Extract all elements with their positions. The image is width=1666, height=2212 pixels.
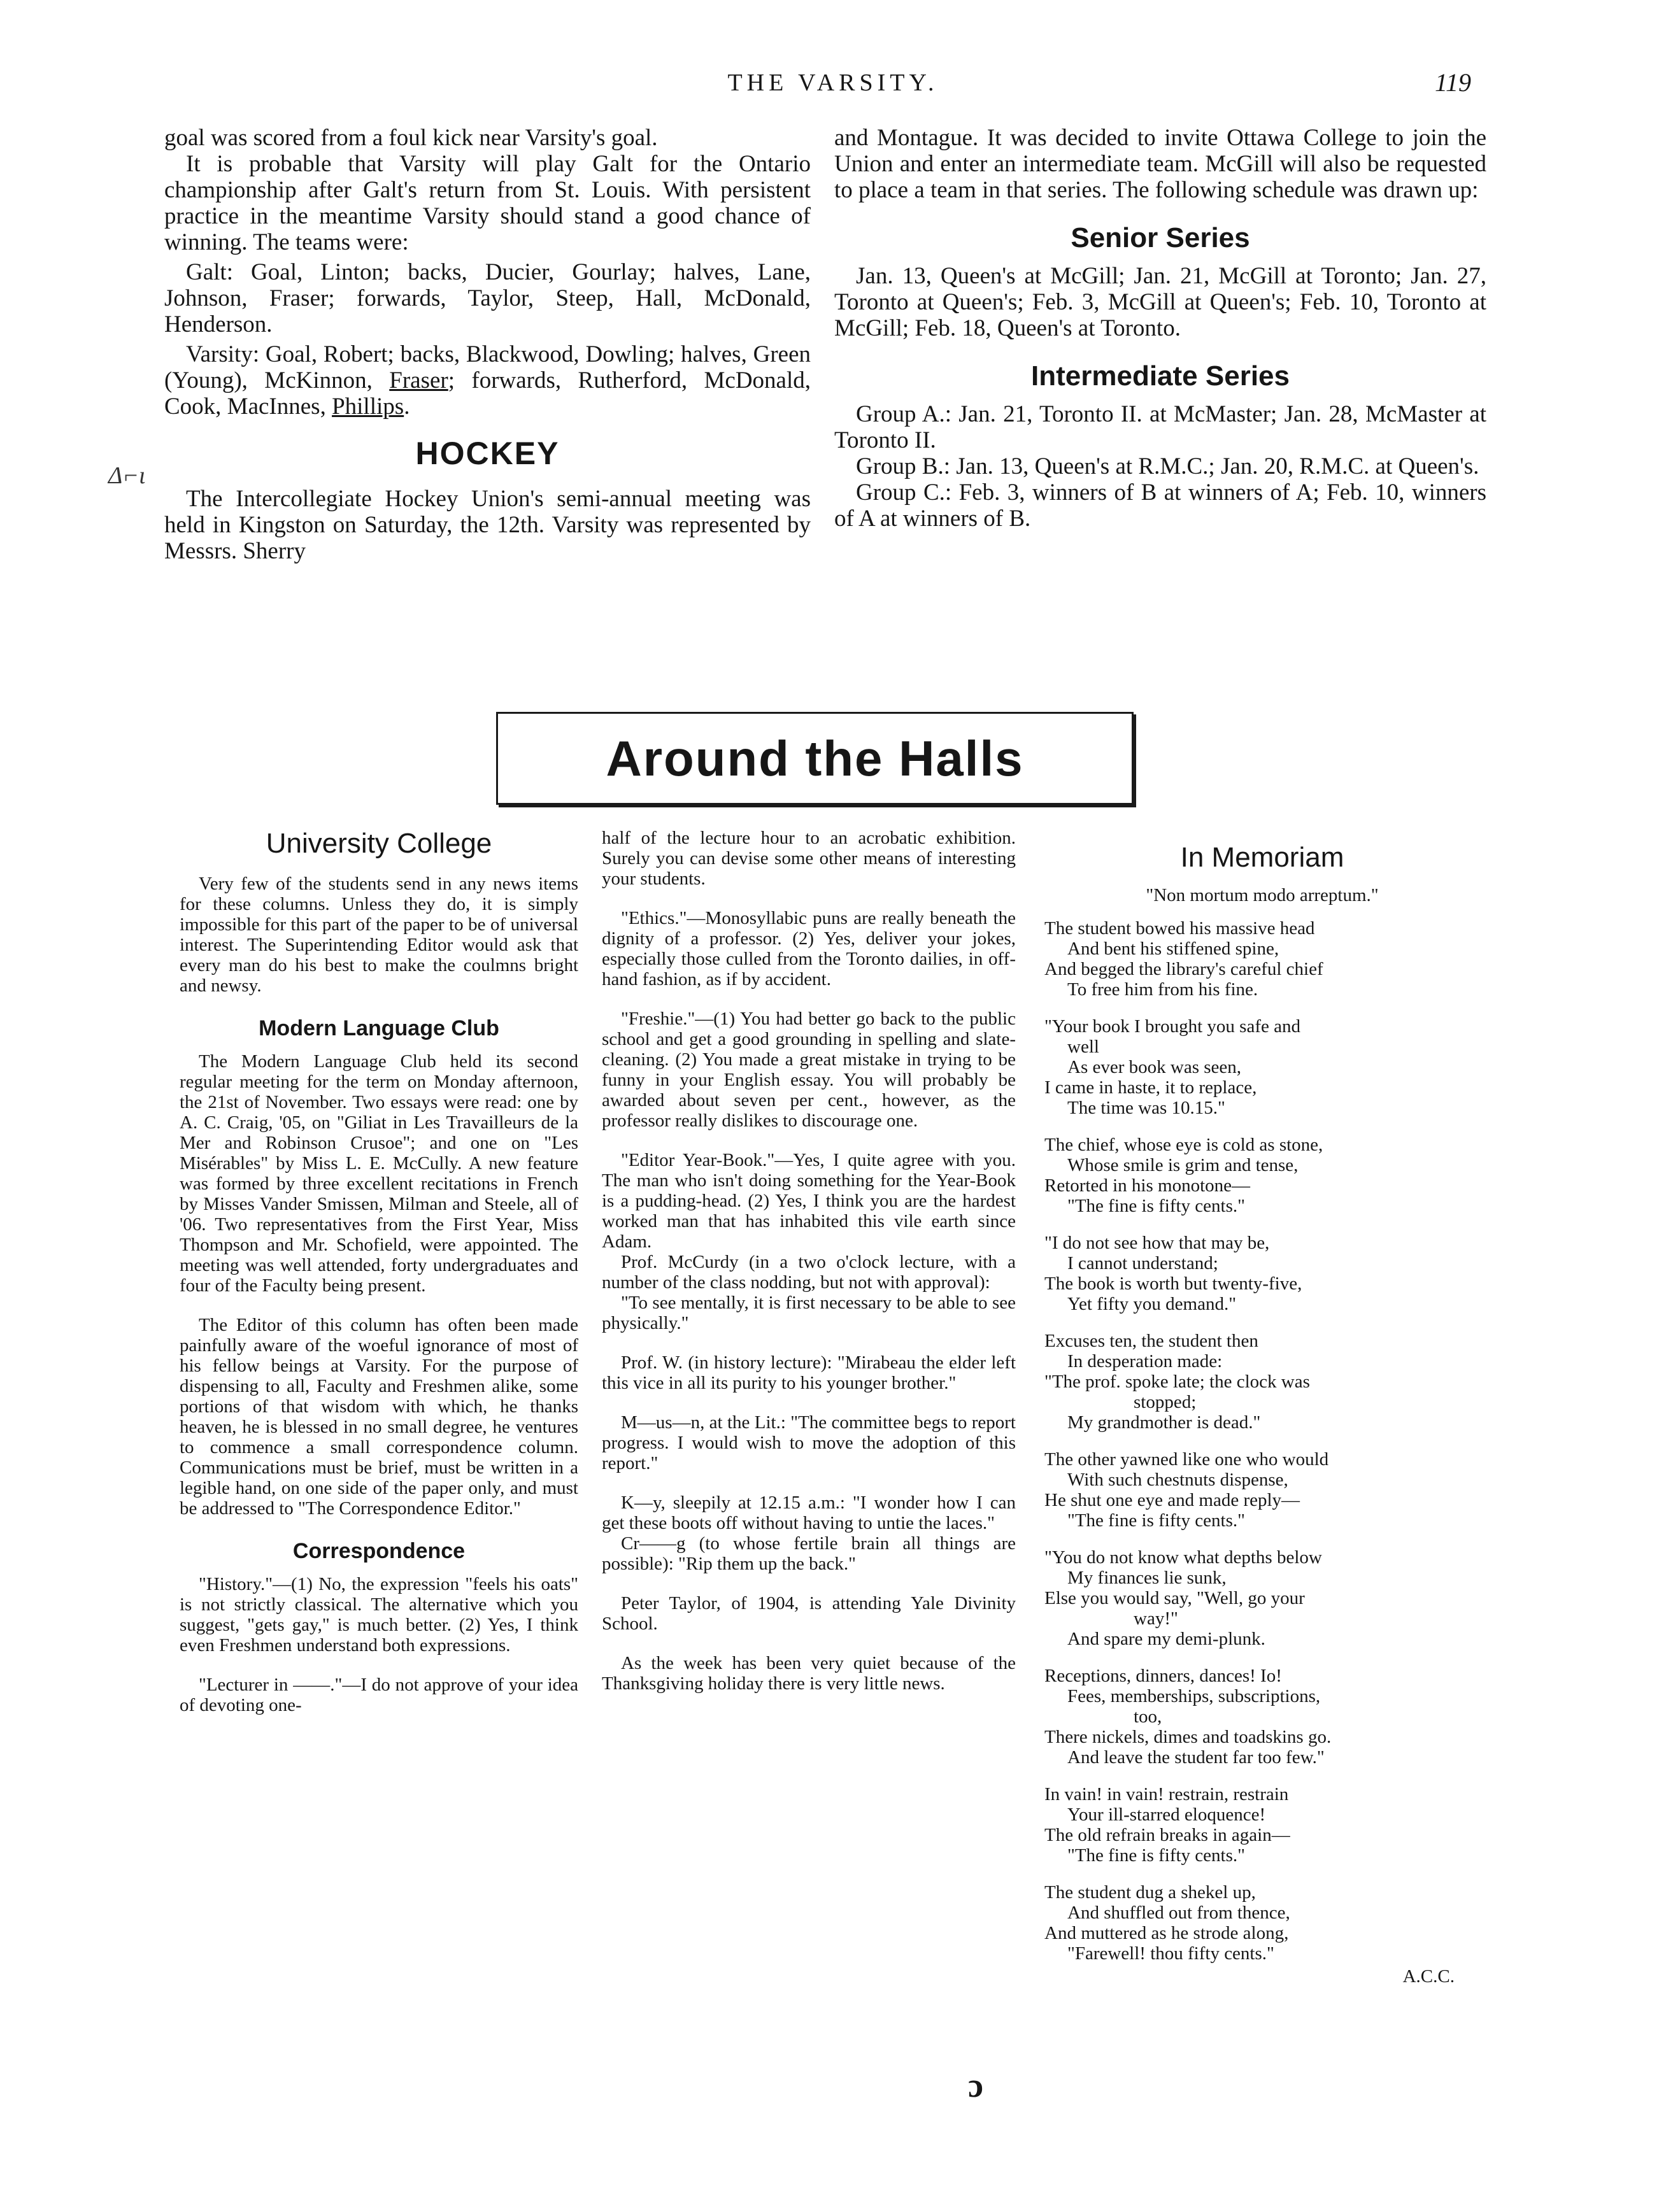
poem-line: Retorted in his monotone— — [1044, 1175, 1250, 1196]
poem-line: too, — [1134, 1706, 1162, 1727]
galt-lineup: Galt: Goal, Linton; backs, Ducier, Gourlay; halves, Lane, Johnson, Fraser; forwards, Taylor, Steep, Hall, McDonald, Henderson. — [164, 259, 811, 337]
poem-line: And bent his stiffened spine, — [1067, 939, 1279, 959]
page-header — [0, 64, 1666, 115]
poem-line: And begged the library's careful chief — [1044, 959, 1323, 979]
correspondence-entry: "Lecturer in ——."—I do not approve of your idea of devoting one- — [180, 1675, 578, 1715]
hockey-paragraph: The Intercollegiate Hockey Union's semi-annual meeting was held in Kingston on Saturday, the 12th. Varsity was represented by Messrs. Sherry — [164, 486, 811, 564]
poem-line: stopped; — [1134, 1392, 1197, 1412]
poem-line: The old refrain breaks in again— — [1044, 1825, 1290, 1845]
poem-line: "I do not see how that may be, — [1044, 1233, 1270, 1253]
poem-line: And leave the student far too few." — [1067, 1747, 1325, 1768]
correspondence-heading: Correspondence — [292, 1539, 466, 1563]
university-college-column — [180, 828, 578, 1715]
poem-line: Your ill-starred eloquence! — [1067, 1804, 1266, 1825]
poem-stanza — [1044, 1784, 1480, 1866]
quote-entry: K—y, sleepily at 12.15 a.m.: "I wonder how I can get these boots off without having to untie the laces." — [602, 1492, 1016, 1533]
poem-line: The other yawned like one who would — [1044, 1449, 1329, 1470]
quote-entry: Prof. McCurdy (in a two o'clock lecture, with a number of the class nodding, but not with approval): — [602, 1252, 1016, 1293]
poem-stanza — [1044, 1233, 1480, 1314]
poem-line: The time was 10.15." — [1067, 1098, 1225, 1118]
hockey-paragraph: and Montague. It was decided to invite Ottawa College to join the Union and enter an intermediate team. McGill will also be requested to place a team in that series. The following schedule was drawn up: — [834, 125, 1486, 203]
correspondence-entry: "Freshie."—(1) You had better go back to the public school and get a good grounding in spelling and slate-cleaning. (2) You made a great mistake in trying to be funny in your English essay. You will probably be awarded about seven per cent., however, as the professor really dislikes to discourage one. — [602, 1009, 1016, 1131]
poem-line: And spare my demi-plunk. — [1067, 1629, 1265, 1649]
poem-line: There nickels, dimes and toadskins go. — [1044, 1727, 1332, 1747]
correspondence-entry: half of the lecture hour to an acrobatic exhibition. Surely you can devise some other means of interesting your students. — [602, 828, 1016, 889]
poem-line: "The fine is fifty cents." — [1067, 1510, 1245, 1531]
correspondence-entry: "Editor Year-Book."—Yes, I quite agree with you. The man who isn't doing something for the Year-Book is a pudding-head. (2) Yes, I think you are the hardest worked man that has inhabited this vile earth since Adam. — [602, 1150, 1016, 1252]
poem-line: To free him from his fine. — [1067, 979, 1258, 1000]
group-a-schedule: Group A.: Jan. 21, Toronto II. at McMaster; Jan. 28, McMaster at Toronto II. — [834, 401, 1486, 453]
quote-entry: Prof. W. (in history lecture): "Mirabeau the elder left this vice in all its purity to his younger brother." — [602, 1352, 1016, 1393]
poem-line: He shut one eye and made reply— — [1044, 1490, 1300, 1510]
news-item: As the week has been very quiet because of the Thanksgiving holiday there is very little news. — [602, 1653, 1016, 1694]
poem-line: I cannot understand; — [1067, 1253, 1218, 1273]
poem-line: well — [1067, 1037, 1099, 1057]
varsity-lineup-part: ; forwards, Rutherford, McDonald, Cook, MacInnes, — [164, 367, 811, 420]
poem-stanza — [1044, 1016, 1480, 1118]
quote-entry: M—us—n, at the Lit.: "The committee begs to report progress. I would wish to move the adoption of this report." — [602, 1412, 1016, 1473]
poem-line: With such chestnuts dispense, — [1067, 1470, 1288, 1490]
poem-stanza — [1044, 1666, 1480, 1768]
poem-line: And shuffled out from thence, — [1067, 1903, 1290, 1923]
poem-line: way!" — [1134, 1608, 1178, 1629]
varsity-lineup-part: Varsity: Goal, Robert; backs, Blackwood, Dowling; halves, Green (Young), McKinnon, — [164, 341, 811, 393]
poem-line: In vain! in vain! restrain, restrain — [1044, 1784, 1289, 1804]
varsity-lineup-part: . — [404, 393, 410, 420]
varsity-lineup-underlined: Phillips — [332, 393, 404, 420]
printer-mark: ɔ — [968, 2066, 983, 2104]
hockey-heading: HOCKEY — [415, 436, 560, 471]
poem-line: The chief, whose eye is cold as stone, — [1044, 1135, 1323, 1155]
poem-line: And muttered as he strode along, — [1044, 1923, 1289, 1943]
poem-line: I came in haste, it to replace, — [1044, 1077, 1257, 1098]
quote-entry: "To see mentally, it is first necessary to be able to see physically." — [602, 1293, 1016, 1333]
senior-schedule: Jan. 13, Queen's at McGill; Jan. 21, McGill at Toronto; Jan. 27, Toronto at Queen's; Feb. 3, McGill at Queen's; Feb. 10, Toronto at McGill; Feb. 18, Queen's at Toronto. — [834, 263, 1486, 341]
poem-line: "The prof. spoke late; the clock was — [1044, 1372, 1310, 1392]
poem-line: "You do not know what depths below — [1044, 1547, 1322, 1568]
poem-line: As ever book was seen, — [1067, 1057, 1242, 1077]
poem-stanza — [1044, 1449, 1480, 1531]
margin-annotation: Δ⌐ι — [108, 462, 146, 489]
poem-line: Receptions, dinners, dances! Io! — [1044, 1666, 1282, 1686]
group-c-schedule: Group C.: Feb. 3, winners of B at winners of A; Feb. 10, winners of A at winners of B. — [834, 479, 1486, 532]
intermediate-series-heading: Intermediate Series — [1031, 360, 1290, 392]
poem-line: Whose smile is grim and tense, — [1067, 1155, 1299, 1175]
poem-stanza — [1044, 1331, 1480, 1433]
football-paragraph: goal was scored from a foul kick near Varsity's goal. — [164, 125, 658, 151]
poem-line: "The fine is fifty cents." — [1067, 1196, 1245, 1216]
poem-line: Yet fifty you demand." — [1067, 1294, 1237, 1314]
running-title: THE VARSITY. — [727, 69, 939, 96]
correspondence-entry: "Ethics."—Monosyllabic puns are really beneath the dignity of a professor. (2) Yes, deliver your jokes, especially those culled from the Toronto dailies, in off-hand fashion, as if by accident. — [602, 908, 1016, 989]
poem-stanza — [1044, 1547, 1480, 1649]
poem-stanza — [1044, 1882, 1480, 1964]
poem-line: The book is worth but twenty-five, — [1044, 1273, 1302, 1294]
uc-paragraph: Very few of the students send in any news items for these columns. Unless they do, it is simply impossible for this part of the paper to be of universal interest. The Superintending Editor would ask that every man do his best to make the coulmns bright and newsy. — [180, 874, 578, 996]
poem-stanza — [1044, 1135, 1480, 1216]
mlc-paragraph: The Modern Language Club held its second regular meeting for the term on Monday afternoon, the 21st of November. Two essays were read: one by A. C. Craig, '05, on "Giliat in Les Travailleurs de la Mer and Robinson Crusoe"; and one on "Les Misérables" by Miss L. E. McCully. A new feature was formed by three excellent recitations in French by Misses Vander Smissen, Milman and Steele, all of '06. Two representatives from the First Year, Miss Thompson and Mr. Schofield, were appointed. The meeting was well attended, forty undergraduates and four of the Faculty being present. — [180, 1051, 578, 1296]
in-memoriam-heading: In Memoriam — [1180, 842, 1344, 873]
senior-series-heading: Senior Series — [1071, 222, 1250, 253]
editor-paragraph: The Editor of this column has often been made painfully aware of the woeful ignorance of most of his fellow beings at Varsity. For the purpose of dispensing to all, Faculty and Freshmen alike, some portions of that wisdom with which, he thanks heaven, he is blessed in no small degree, he ventures to commence a small correspondence column. Communications must be brief, must be written in a legible hand, on one side of the paper only, and must be addressed to "The Correspondence Editor." — [180, 1315, 578, 1519]
poem-line: "The fine is fifty cents." — [1067, 1845, 1245, 1866]
in-memoriam-column — [1044, 828, 1480, 1987]
poem-line: Excuses ten, the student then — [1044, 1331, 1258, 1351]
hockey-column — [834, 125, 1486, 532]
modern-language-club-heading: Modern Language Club — [259, 1016, 499, 1040]
football-column — [164, 125, 811, 564]
poem-line: "Farewell! thou fifty cents." — [1067, 1943, 1274, 1964]
around-the-halls-banner — [496, 712, 1134, 805]
news-item: Peter Taylor, of 1904, is attending Yale Divinity School. — [602, 1593, 1016, 1634]
poem-line: In desperation made: — [1067, 1351, 1223, 1372]
poem-line: Else you would say, "Well, go your — [1044, 1588, 1305, 1608]
poem-line: My grandmother is dead." — [1067, 1412, 1261, 1433]
poem-stanza — [1044, 918, 1480, 1000]
correspondence-entry: "History."—(1) No, the expression "feels his oats" is not strictly classical. The alternative which you suggest, "gets gay," is much better. (2) Yes, I think even Freshmen understand both expressions. — [180, 1574, 578, 1655]
poem-line: Fees, memberships, subscriptions, — [1067, 1686, 1321, 1706]
poem-line: The student bowed his massive head — [1044, 918, 1315, 939]
poem-line: My finances lie sunk, — [1067, 1568, 1227, 1588]
poem-line: "Your book I brought you safe and — [1044, 1016, 1300, 1037]
poem-epigraph: "Non mortum modo arreptum." — [1146, 885, 1379, 905]
varsity-lineup-underlined: Fraser — [389, 367, 448, 393]
varsity-lineup — [164, 341, 811, 420]
correspondence-column — [602, 828, 1016, 1694]
poem-line: The student dug a shekel up, — [1044, 1882, 1256, 1903]
quote-entry: Cr——g (to whose fertile brain all things are possible): "Rip them up the back." — [602, 1533, 1016, 1574]
banner-title: Around the Halls — [606, 730, 1024, 786]
group-b-schedule: Group B.: Jan. 13, Queen's at R.M.C.; Jan. 20, R.M.C. at Queen's. — [856, 453, 1479, 479]
author-signature: A.C.C. — [1402, 1966, 1455, 1987]
university-college-heading: University College — [266, 828, 492, 859]
page-number: 119 — [1434, 68, 1471, 97]
football-paragraph: It is probable that Varsity will play Galt for the Ontario championship after Galt's return from St. Louis. With persistent practice in the meantime Varsity should stand a good chance of winning. The teams were: — [164, 151, 811, 255]
